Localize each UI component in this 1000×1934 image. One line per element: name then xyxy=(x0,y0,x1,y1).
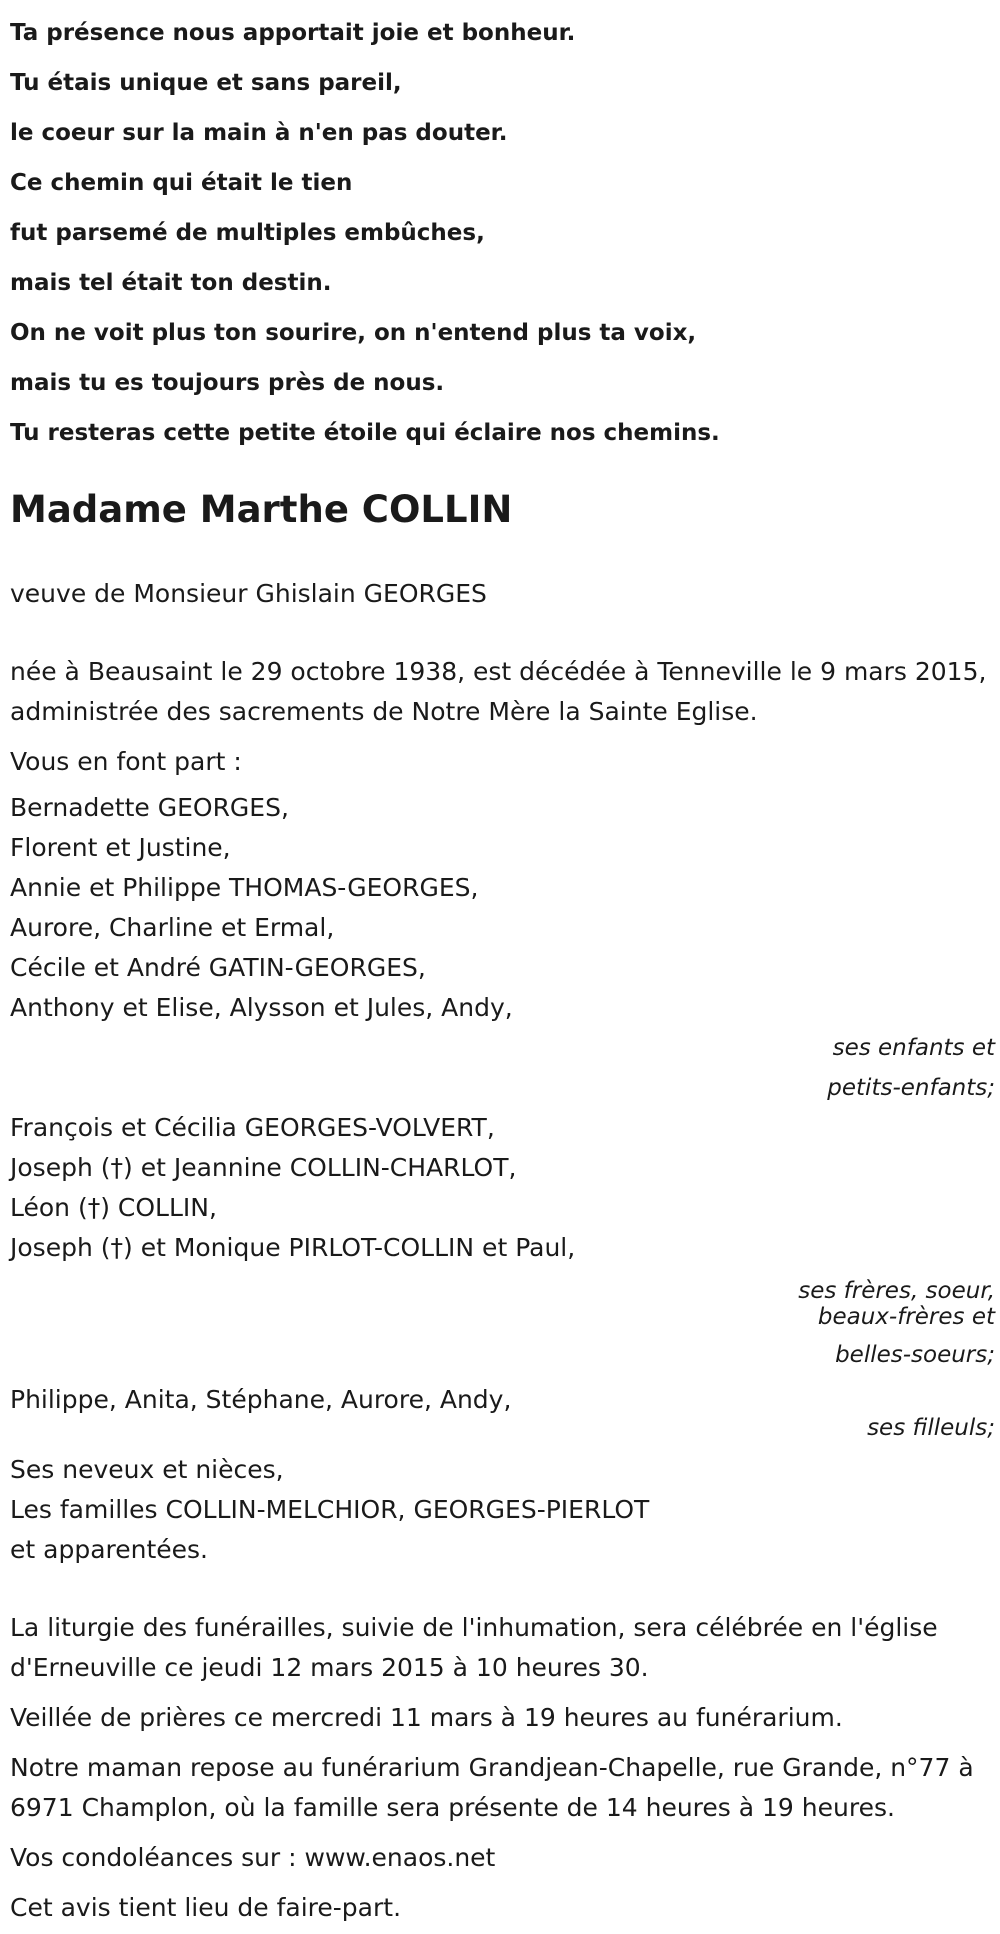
birth-death-details: née à Beausaint le 29 octobre 1938, est décédée à Tenneville le 9 mars 2015, administrée des sacrements de Notre Mère la Sainte Eglise. xyxy=(10,657,987,726)
family-line: Philippe, Anita, Stéphane, Aurore, Andy, xyxy=(10,1385,512,1414)
liturgy-info: La liturgie des funérailles, suivie de l'inhumation, sera célébrée en l'église d'Erneuville ce jeudi 12 mars 2015 à 10 heures 30. xyxy=(10,1613,938,1682)
family-line: Joseph (†) et Jeannine COLLIN-CHARLOT, xyxy=(10,1153,517,1182)
family-line: Bernadette GEORGES, xyxy=(10,793,289,822)
poem-line: mais tel était ton destin. xyxy=(10,270,332,296)
family-line: et apparentées. xyxy=(10,1535,208,1564)
group-godchildren xyxy=(10,1380,995,1448)
group-siblings xyxy=(10,1108,995,1380)
vigil-info: Veillée de prières ce mercredi 11 mars à 19 heures au funérarium. xyxy=(10,1703,843,1732)
family-line: Léon (†) COLLIN, xyxy=(10,1193,217,1222)
family-line: François et Cécilia GEORGES-VOLVERT, xyxy=(10,1113,495,1142)
group-children xyxy=(10,788,995,1108)
poem-line: mais tu es toujours près de nous. xyxy=(10,370,445,396)
family-line: Les familles COLLIN-MELCHIOR, GEORGES-PIERLOT xyxy=(10,1495,650,1524)
group-family xyxy=(10,1450,995,1570)
poem-line: On ne voit plus ton sourire, on n'entend plus ta voix, xyxy=(10,320,697,346)
poem-line: Ta présence nous apportait joie et bonheur. xyxy=(10,20,576,46)
relation-qualifier xyxy=(10,1028,995,1108)
notice-info: Cet avis tient lieu de faire-part. xyxy=(10,1893,402,1922)
poem xyxy=(10,0,995,458)
condolences-info: Vos condoléances sur : www.enaos.net xyxy=(10,1843,496,1872)
family-line: Ses neveux et nièces, xyxy=(10,1455,284,1484)
qualifier-line: petits-enfants; xyxy=(827,1075,995,1101)
family-line: Florent et Justine, xyxy=(10,833,231,862)
relation-qualifier xyxy=(867,1408,995,1448)
family-line: Anthony et Elise, Alysson et Jules, Andy, xyxy=(10,993,513,1022)
family-line: Annie et Philippe THOMAS-GEORGES, xyxy=(10,873,479,902)
poem-line: Ce chemin qui était le tien xyxy=(10,170,353,196)
family-line: Joseph (†) et Monique PIRLOT-COLLIN et Paul, xyxy=(10,1233,576,1262)
family-line: Aurore, Charline et Ermal, xyxy=(10,913,335,942)
rest-info: Notre maman repose au funérarium Grandjean-Chapelle, rue Grande, n°77 à 6971 Champlon, où la famille sera présente de 14 heures à 19 heures. xyxy=(10,1753,974,1822)
announce-heading: Vous en font part : xyxy=(10,747,242,776)
deceased-name: Madame Marthe COLLIN xyxy=(10,488,513,531)
poem-line: Tu resteras cette petite étoile qui éclaire nos chemins. xyxy=(10,420,720,446)
relation-qualifier xyxy=(10,1278,995,1380)
qualifier-line: ses frères, soeur, xyxy=(798,1278,995,1304)
poem-line: Tu étais unique et sans pareil, xyxy=(10,70,402,96)
widow-of: veuve de Monsieur Ghislain GEORGES xyxy=(10,579,487,608)
poem-line: fut parsemé de multiples embûches, xyxy=(10,220,485,246)
poem-line: le coeur sur la main à n'en pas douter. xyxy=(10,120,508,146)
qualifier-line: belles-soeurs; xyxy=(835,1342,995,1368)
qualifier-line: ses filleuls; xyxy=(867,1415,995,1441)
qualifier-line: ses enfants et xyxy=(832,1035,995,1061)
family-line: Cécile et André GATIN-GEORGES, xyxy=(10,953,426,982)
qualifier-line: beaux-frères et xyxy=(817,1304,995,1330)
obituary-notice xyxy=(10,0,995,1928)
